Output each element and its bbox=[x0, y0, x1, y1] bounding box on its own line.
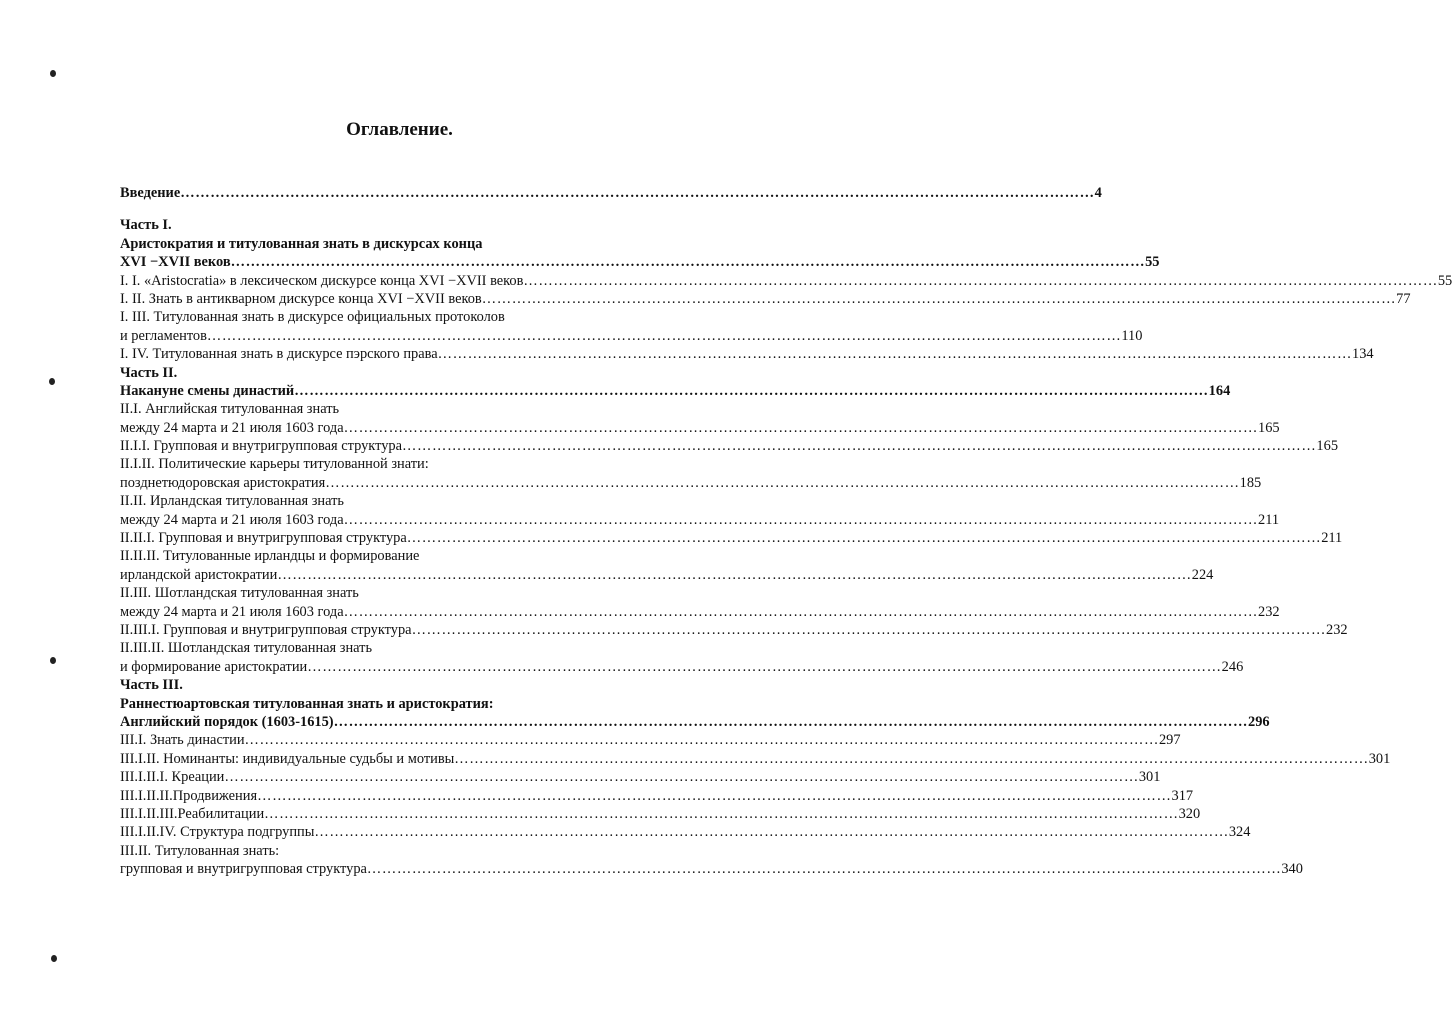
toc-entry-title: II.II.II. Титулованные ирландцы и формирование bbox=[120, 548, 420, 565]
toc-leader-dots: ………………………………………………………………………………………………………………………………………………………………… bbox=[244, 732, 1159, 749]
toc-leader-dots: ………………………………………………………………………………………………………………………………………………………………… bbox=[523, 272, 1438, 289]
toc-entry-title: II.II.I. Групповая и внутригрупповая структура bbox=[120, 530, 407, 547]
toc-page-number: 55 bbox=[1145, 254, 1160, 271]
toc-page-number: 211 bbox=[1321, 530, 1343, 547]
toc-page-number: 211 bbox=[1258, 511, 1280, 528]
toc-entry-title: II.I.II. Политические карьеры титулованной знати: bbox=[120, 456, 429, 473]
toc-entry-title: Часть I. bbox=[120, 217, 172, 234]
toc-entry-title: III.I.II.III.Реабилитации bbox=[120, 805, 265, 822]
toc-page-number: 185 bbox=[1239, 474, 1262, 491]
toc-page-number: 317 bbox=[1171, 787, 1194, 804]
toc-entry bbox=[120, 511, 1280, 529]
toc-entry bbox=[120, 308, 650, 326]
toc-page-number: 301 bbox=[1138, 769, 1161, 786]
toc-entry bbox=[120, 566, 1214, 584]
toc-entry-title: Часть III. bbox=[120, 677, 183, 694]
toc-page-number: 301 bbox=[1368, 750, 1391, 767]
toc-leader-dots: ………………………………………………………………………………………………………………………………………………………………… bbox=[294, 382, 1209, 399]
toc-entry bbox=[120, 621, 1348, 639]
toc-entry bbox=[120, 455, 650, 473]
toc-entry bbox=[120, 695, 650, 713]
table-of-contents bbox=[120, 184, 1452, 878]
toc-leader-dots: ………………………………………………………………………………………………………………………………………………………………… bbox=[454, 750, 1369, 767]
toc-entry-title: II.I.I. Групповая и внутригрупповая структура bbox=[120, 438, 402, 455]
toc-leader-dots: ………………………………………………………………………………………………………………………………………………………………… bbox=[343, 419, 1259, 436]
toc-entry-title: Часть II. bbox=[120, 364, 178, 381]
toc-entry bbox=[120, 364, 650, 382]
toc-leader-dots: ………………………………………………………………………………………………………………………………………………………………… bbox=[206, 327, 1122, 344]
toc-entry bbox=[120, 768, 1161, 786]
toc-page-number: 232 bbox=[1258, 603, 1280, 620]
toc-entry-title: I. I. «Aristocratia» в лексическом дискурсе конца XVI −XVII веков bbox=[120, 272, 524, 289]
scan-speck bbox=[51, 955, 57, 962]
toc-page-number: 340 bbox=[1281, 861, 1303, 878]
toc-gap bbox=[120, 202, 650, 216]
toc-entry-title: XVI −XVII веков bbox=[120, 254, 231, 271]
toc-entry bbox=[120, 216, 650, 234]
toc-entry-title: II.III.II. Шотландская титулованная знать bbox=[120, 640, 373, 657]
toc-page-number: 164 bbox=[1208, 382, 1231, 399]
scan-speck bbox=[50, 70, 56, 77]
toc-entry bbox=[120, 731, 1181, 749]
toc-entry bbox=[120, 787, 1194, 805]
toc-entry-title: между 24 марта и 21 июля 1603 года bbox=[120, 419, 344, 436]
toc-entry bbox=[120, 639, 650, 657]
toc-entry bbox=[120, 419, 1280, 437]
toc-leader-dots: ………………………………………………………………………………………………………………………………………………………………… bbox=[343, 511, 1259, 528]
toc-entry bbox=[120, 860, 1303, 878]
toc-entry-title: III.II. Титулованная знать: bbox=[120, 842, 280, 859]
toc-leader-dots: ………………………………………………………………………………………………………………………………………………………………… bbox=[307, 658, 1222, 675]
toc-entry-title: Введение bbox=[120, 185, 181, 201]
toc-entry-title: Раннестюартовская титулованная знать и аристократия: bbox=[120, 695, 494, 712]
toc-page-number: 297 bbox=[1158, 732, 1181, 749]
toc-leader-dots: ………………………………………………………………………………………………………………………………………………………………… bbox=[264, 805, 1179, 822]
toc-page-number: 232 bbox=[1326, 621, 1348, 638]
scan-speck bbox=[50, 657, 56, 664]
toc-page-number: 134 bbox=[1352, 346, 1374, 363]
toc-entry-title: II.III.I. Групповая и внутригрупповая структура bbox=[120, 621, 412, 638]
toc-leader-dots: ………………………………………………………………………………………………………………………………………………………………… bbox=[257, 787, 1172, 804]
toc-entry-title: III.I.II.IV. Структура подгруппы bbox=[120, 824, 315, 841]
toc-entry-title: Аристократия и титулованная знать в дискурсах конца bbox=[120, 235, 483, 252]
toc-page-number: 246 bbox=[1221, 658, 1244, 675]
toc-entry-title: III.I.II. Номинанты: индивидуальные судьбы и мотивы bbox=[120, 750, 455, 767]
scan-speck bbox=[49, 378, 55, 385]
toc-leader-dots: ………………………………………………………………………………………………………………………………………………………………… bbox=[481, 290, 1397, 307]
toc-leader-dots: ………………………………………………………………………………………………………………………………………………………………… bbox=[406, 530, 1322, 547]
toc-entry-title: I. III. Титулованная знать в дискурсе официальных протоколов bbox=[120, 309, 505, 326]
toc-leader-dots: ………………………………………………………………………………………………………………………………………………………………… bbox=[224, 769, 1139, 786]
toc-entry bbox=[120, 437, 1339, 455]
toc-entry-title: Английский порядок (1603-1615) bbox=[120, 713, 334, 730]
toc-leader-dots: ………………………………………………………………………………………………………………………………………………………………… bbox=[333, 713, 1249, 730]
toc-leader-dots: ………………………………………………………………………………………………………………………………………………………………… bbox=[230, 254, 1146, 271]
toc-entry-title: и регламентов bbox=[120, 327, 207, 344]
toc-entry-title: и формирование аристократии bbox=[120, 658, 308, 675]
toc-leader-dots: ………………………………………………………………………………………………………………………………………………………………… bbox=[325, 474, 1240, 491]
toc-page-number: 165 bbox=[1258, 419, 1280, 436]
toc-entry-title: III.I.II.II.Продвижения bbox=[120, 787, 258, 804]
toc-page-number: 165 bbox=[1316, 438, 1339, 455]
toc-entry bbox=[120, 584, 650, 602]
page-title: Оглавление. bbox=[346, 119, 453, 140]
toc-entry bbox=[120, 823, 1251, 841]
toc-entry bbox=[120, 603, 1280, 621]
toc-entry bbox=[120, 713, 1270, 731]
toc-entry bbox=[120, 345, 1374, 363]
toc-leader-dots: ………………………………………………………………………………………………………………………………………………………………… bbox=[277, 566, 1192, 583]
toc-leader-dots: ………………………………………………………………………………………………………………………………………………………………… bbox=[411, 621, 1326, 638]
toc-entry bbox=[120, 235, 650, 253]
toc-entry bbox=[120, 492, 650, 510]
toc-page-number: 324 bbox=[1228, 824, 1251, 841]
toc-entry bbox=[120, 400, 650, 418]
toc-entry-title: II.III. Шотландская титулованная знать bbox=[120, 585, 359, 602]
toc-leader-dots: ………………………………………………………………………………………………………………………………………………………………… bbox=[401, 438, 1317, 455]
toc-entry-title: между 24 марта и 21 июля 1603 года bbox=[120, 511, 344, 528]
toc-entry bbox=[120, 382, 1231, 400]
toc-entry-title: между 24 марта и 21 июля 1603 года bbox=[120, 603, 344, 620]
toc-entry bbox=[120, 253, 1160, 271]
toc-entry-title: ирландской аристократии bbox=[120, 566, 278, 583]
toc-entry bbox=[120, 750, 1391, 768]
toc-entry-title: Накануне смены династий bbox=[120, 382, 295, 399]
toc-page-number: 77 bbox=[1396, 290, 1411, 307]
toc-entry-title: II.II. Ирландская титулованная знать bbox=[120, 493, 344, 510]
toc-page-number: 55 bbox=[1437, 272, 1452, 289]
toc-page-number: 296 bbox=[1248, 713, 1270, 730]
toc-page-number: 224 bbox=[1191, 566, 1214, 583]
toc-entry bbox=[120, 327, 1143, 345]
toc-leader-dots: ………………………………………………………………………………………………………………………………………………………………… bbox=[314, 824, 1229, 841]
toc-entry bbox=[120, 184, 1102, 202]
toc-entry bbox=[120, 658, 1244, 676]
toc-entry-title: III.I. Знать династии bbox=[120, 732, 245, 749]
toc-page-number: 110 bbox=[1121, 327, 1143, 344]
toc-entry bbox=[120, 805, 1201, 823]
toc-entry-title: I. II. Знать в антикварном дискурсе конца XVI −XVII веков bbox=[120, 290, 482, 307]
toc-entry bbox=[120, 272, 1452, 290]
toc-leader-dots: ………………………………………………………………………………………………………………………………………………………………… bbox=[180, 185, 1095, 201]
toc-entry bbox=[120, 290, 1411, 308]
toc-entry bbox=[120, 474, 1262, 492]
toc-entry bbox=[120, 842, 650, 860]
toc-leader-dots: ………………………………………………………………………………………………………………………………………………………………… bbox=[366, 861, 1282, 878]
toc-entry bbox=[120, 547, 650, 565]
toc-entry-title: III.I.II.I. Креации bbox=[120, 769, 225, 786]
toc-entry bbox=[120, 529, 1343, 547]
toc-entry-title: I. IV. Титулованная знать в дискурсе пэрского права bbox=[120, 346, 438, 363]
toc-entry-title: групповая и внутригрупповая структура bbox=[120, 861, 367, 878]
toc-page-number: 4 bbox=[1094, 185, 1102, 201]
toc-entry-title: позднетюдоровская аристократия bbox=[120, 474, 326, 491]
toc-entry-title: II.I. Английская титулованная знать bbox=[120, 401, 340, 418]
toc-leader-dots: ………………………………………………………………………………………………………………………………………………………………… bbox=[343, 603, 1259, 620]
toc-page-number: 320 bbox=[1178, 805, 1201, 822]
toc-leader-dots: ………………………………………………………………………………………………………………………………………………………………… bbox=[437, 346, 1353, 363]
toc-entry bbox=[120, 676, 650, 694]
